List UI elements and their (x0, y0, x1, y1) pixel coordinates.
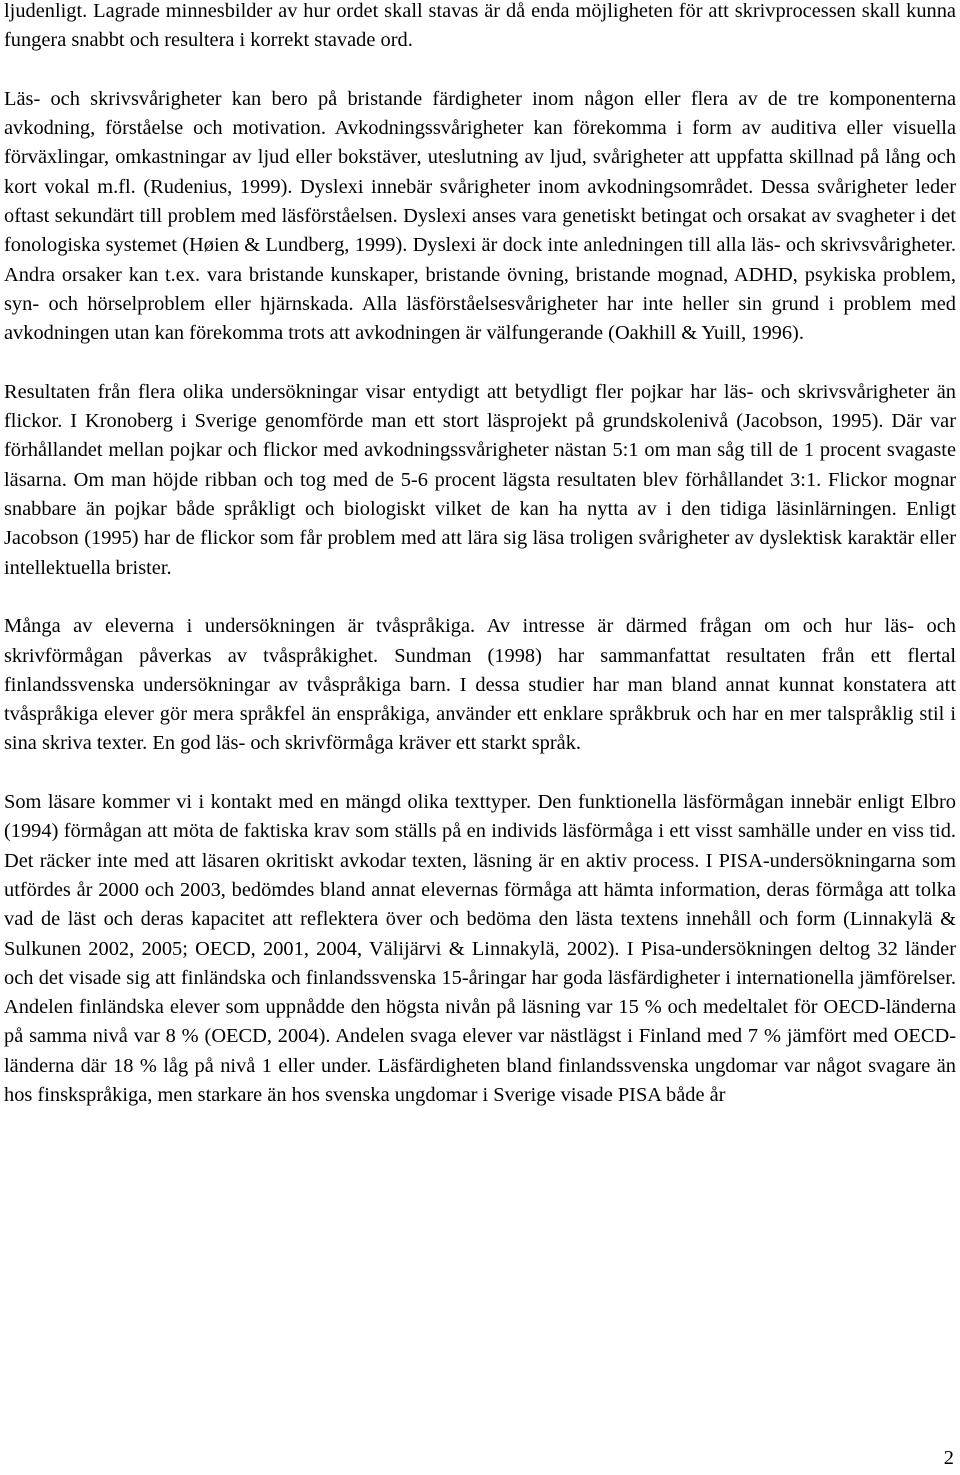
paragraph-spelling-memory: ljudenligt. Lagrade minnesbilder av hur ordet skall stavas är då enda möjligheten för att skrivprocessen skall kunna fungera snabbt och resultera i korrekt stavade ord. (4, 0, 956, 52)
document-page (4, 0, 956, 1140)
paragraph-bilingualism: Många av eleverna i undersökningen är tvåspråkiga. Av intresse är därmed frågan om och hur läs- och skrivförmågan påverkas av tvåspråkighet. Sundman (1998) har sammanfattat resultaten från ett flertal finlandssvenska undersökningar av tvåspråkiga barn. I dessa studier har man bland annat kunnat konstatera att tvåspråkiga elever gör mera språkfel än enspråkiga, använder ett enklare språkbruk och har en mer talspråklig stil i sina skriva texter. En god läs- och skrivförmåga kräver ett starkt språk. (4, 615, 956, 755)
paragraph-functional-literacy-pisa: Som läsare kommer vi i kontakt med en mängd olika texttyper. Den funktionella läsförmågan innebär enligt Elbro (1994) förmågan att möta de faktiska krav som ställs på en individs läsförmåga i ett visst samhälle under en viss tid. Det räcker inte med att läsaren okritiskt avkodar texten, läsning är en aktiv process. I PISA-undersökningarna som utfördes år 2000 och 2003, bedömdes bland annat elevernas förmåga att hämta information, deras förmåga att tolka vad de läst och deras kapacitet att reflektera över och bedöma den lästa textens innehåll och form (Linnakylä & Sulkunen 2002, 2005; OECD, 2001, 2004, Välijärvi & Linnakylä, 2002). I Pisa-undersökningen deltog 32 länder och det visade sig att finländska och finlandssvenska 15-åringar har goda läsfärdigheter i internationella jämförelser. Andelen finländska elever som uppnådde den högsta nivån på läsning var 15 % och medeltalet för OECD-länderna på samma nivå var 8 % (OECD, 2004). Andelen svaga elever var nästlägst i Finland med 7 % jämfört med OECD-länderna där 18 % låg på nivå 1 eller under. Läsfärdigheten bland finlandssvenska ungdomar var något svagare än hos finskspråkiga, men starkare än hos svenska ungdomar i Sverige visade PISA både år (4, 791, 956, 1106)
paragraph-reading-difficulties: Läs- och skrivsvårigheter kan bero på bristande färdigheter inom någon eller flera av de tre komponenterna avkodning, förståelse och motivation. Avkodningssvårigheter kan förekomma i form av auditiva eller visuella förväxlingar, omkastningar av ljud eller bokstäver, uteslutning av ljud, svårigheter att uppfatta skillnad på lång och kort vokal m.fl. (Rudenius, 1999). Dyslexi innebär svårigheter inom avkodningsområdet. Dessa svårigheter leder oftast sekundärt till problem med läsförståelsen. Dyslexi anses vara genetiskt betingat och orsakat av svagheter i det fonologiska systemet (Høien & Lundberg, 1999). Dyslexi är dock inte anledningen till alla läs- och skrivsvårigheter. Andra orsaker kan t.ex. vara bristande kunskaper, bristande övning, bristande mognad, ADHD, psykiska problem, syn- och hörselproblem eller hjärnskada. Alla läsförståelsesvårigheter har inte heller sin grund i problem med avkodningen utan kan förekomma trots att avkodningen är välfungerande (Oakhill & Yuill, 1996). (4, 87, 956, 345)
paragraph-gender-differences: Resultaten från flera olika undersökningar visar entydigt att betydligt fler pojkar har läs- och skrivsvårigheter än flickor. I Kronoberg i Sverige genomförde man ett stort läsprojekt på grundskolenivå (Jacobson, 1995). Där var förhållandet mellan pojkar och flickor med avkodningssvårigheter nästan 5:1 om man såg till de 1 procent svagaste läsarna. Om man höjde ribban och tog med de 5-6 procent lägsta resultaten blev förhållandet 3:1. Flickor mognar snabbare än pojkar både språkligt och biologiskt vilket de kan ha nytta av i den tidiga läsinlärningen. Enligt Jacobson (1995) har de flickor som får problem med att lära sig läsa troligen svårigheter av dyslektisk karaktär eller intellektuella brister. (4, 380, 956, 579)
page-number: 2 (943, 1447, 954, 1469)
